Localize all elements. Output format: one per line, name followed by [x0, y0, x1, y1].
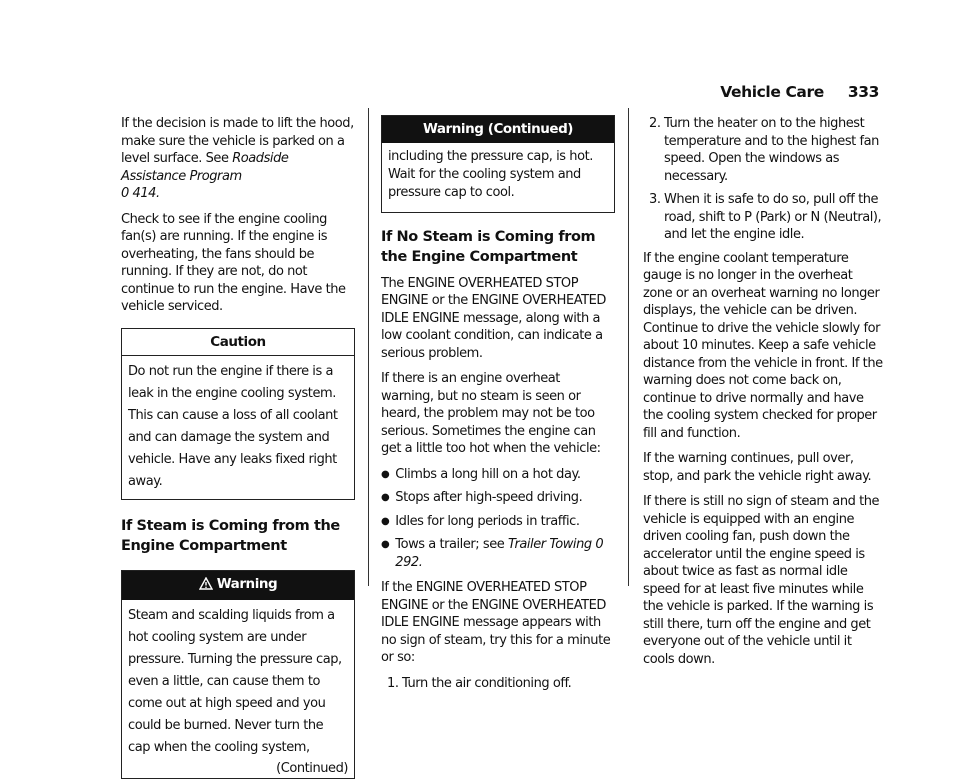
step-item: 1. Turn the air conditioning off.	[387, 675, 572, 691]
caution-text: Do not run the engine if there is a leak in the engine cooling system. This can cause a loss of all coolant and can damage the system and vehicle. Have any leaks fixed right away.	[128, 364, 338, 489]
xref-trailer-towing[interactable]: Trailer Towing	[508, 537, 592, 552]
paragraph-lift-hood: If the decision is made to lift the hood, make sure the vehicle is parked on a level surface. See Roadside Assistance Program 0 414.	[121, 116, 354, 201]
paragraph-overheated-message: The ENGINE OVERHEATED STOP ENGINE or the ENGINE OVERHEATED IDLE ENGINE message, along with a low coolant condition, can indicate a serious problem.	[381, 275, 606, 361]
list-item: ● Tows a trailer; see Trailer Towing 0 292.	[381, 537, 604, 570]
paragraph-overheat-warning: If there is an engine overheat warning, but no steam is seen or heard, the problem may not be too serious. Sometimes the engine can get a little too hot when the vehicle:	[381, 371, 601, 456]
step-item: 3. When it is safe to do so, pull off the road, shift to P (Park) or N (Neutral), and let the engine idle.	[649, 192, 882, 242]
continued-label: (Continued)	[276, 760, 348, 776]
paragraph-engine-driven-fan: If there is still no sign of steam and the vehicle is equipped with an engine driven cooling fan, push down the accelerator until the engine speed is about twice as fast as normal idle speed for at least five minutes while the vehicle is parked. If the warning is still there, turn off the engine and get everyone out of the vehicle until it cools down.	[643, 494, 880, 667]
warning-header	[122, 571, 354, 600]
list-item: ● Stops after high-speed driving.	[381, 490, 583, 505]
page-header	[720, 83, 879, 101]
column-3	[643, 115, 883, 676]
paragraph-warning-continues: If the warning continues, pull over, stop, and park the vehicle right away.	[643, 451, 872, 484]
warning-continued-title: Warning (Continued)	[382, 116, 614, 143]
paragraph-cooling-fans: Check to see if the engine cooling fan(s) are running. If the engine is overheating, the fans should be running. If they are not, do not continue to run the engine. Have the vehicle serviced.	[121, 211, 346, 314]
column-divider-1	[368, 108, 369, 586]
bullet-icon: ●	[381, 492, 390, 503]
paragraph-no-steam-try: If the ENGINE OVERHEATED STOP ENGINE or the ENGINE OVERHEATED IDLE ENGINE message appears with no sign of steam, try this for a minute or so:	[381, 580, 611, 665]
xref-roadside[interactable]: Roadside Assistance Program	[121, 151, 289, 184]
column-1	[121, 115, 355, 779]
xref-page[interactable]: 0 292.	[395, 537, 604, 570]
section-title: Vehicle Care	[720, 83, 824, 101]
column-divider-2	[628, 108, 629, 586]
warning-triangle-icon	[199, 577, 213, 596]
caution-box	[121, 328, 355, 501]
bullet-icon: ●	[381, 468, 390, 480]
warning-box	[121, 570, 355, 779]
heading-no-steam: If No Steam is Coming from the Engine Compartment	[381, 228, 596, 265]
column-2	[381, 115, 615, 698]
warning-text: Steam and scalding liquids from a hot cooling system are under pressure. Turning the pressure cap, even a little, can cause them to come out at high speed and you could be burned. Never turn the cap when the cooling system,	[128, 607, 342, 755]
step-item: 2. Turn the heater on to the highest temperature and to the highest fan speed. Open the windows as necessary.	[649, 116, 879, 184]
caution-title: Caution	[122, 329, 354, 357]
page-number: 333	[847, 83, 879, 101]
warning-continued-text: including the pressure cap, is hot. Wait for the cooling system and pressure cap to cool.	[388, 148, 593, 200]
list-item: ● Idles for long periods in traffic.	[381, 513, 580, 529]
heading-steam: If Steam is Coming from the Engine Compartment	[121, 518, 340, 554]
paragraph-gauge: If the engine coolant temperature gauge is no longer in the overheat zone or an overheat warning no longer displays, the vehicle can be driven. Continue to drive the vehicle slowly for about 10 minutes. Keep a safe vehicle distance from the vehicle in front. If the warning does not come back on, continue to drive normally and have the cooling system checked for proper fill and function.	[643, 250, 883, 441]
bullet-icon: ●	[381, 539, 390, 550]
warning-title: Warning	[216, 576, 278, 592]
warning-continued-box	[381, 115, 615, 213]
list-item: ● Climbs a long hill on a hot day.	[381, 466, 581, 482]
bullet-icon: ●	[381, 515, 390, 527]
xref-page[interactable]: 0 414.	[121, 186, 160, 201]
